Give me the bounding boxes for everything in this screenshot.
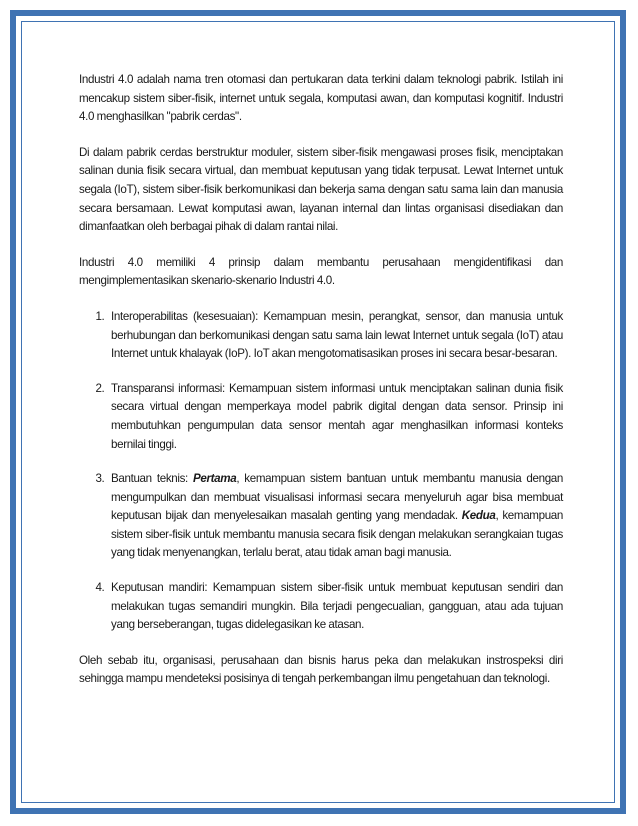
list-item-transparency — [107, 380, 563, 454]
document-body — [79, 71, 563, 706]
paragraph-smart-factory: Di dalam pabrik cerdas berstruktur moduler, sistem siber-fisik mengawasi proses fisik, menciptakan salinan dunia fisik secara virtual, dan membuat keputusan yang tidak terpusat. Lewat Internet untuk segala (IoT), sistem siber-fisik berkomunikasi dan bekerja sama dengan satu sama lain dan manusia secara bersamaan. Lewat komputasi awan, layanan internal dan lintas organisasi disediakan dan dimanfaatkan oleh berbagai pihak di dalam rantai nilai. — [79, 145, 563, 234]
list-item-text-e: , kemampuan sistem siber-fisik untuk membantu manusia secara fisik dengan melakukan serangkaian tugas yang tidak menyenangkan, terlalu berat, atau tidak aman bagi manusia. — [111, 509, 563, 560]
principles-list — [79, 308, 563, 635]
list-item-text-c: , kemampuan sistem bantuan untuk membantu manusia dengan mengumpulkan dan membuat visualisasi informasi secara menyeluruh agar bisa membuat keputusan bijak dan menyelesaikan masalah genting yang mendadak. — [111, 472, 563, 523]
paragraph-conclusion: Oleh sebab itu, organisasi, perusahaan dan bisnis harus peka dan melakukan instrospeksi diri sehingga mampu mendeteksi posisinya di tengah perkembangan ilmu pengetahuan dan teknologi. — [79, 653, 563, 686]
paragraph-principles-intro: Industri 4.0 memiliki 4 prinsip dalam membantu perusahaan mengidentifikasi dan mengimplementasikan skenario-skenario Industri 4.0. — [79, 255, 563, 288]
list-item-interoperability — [107, 308, 563, 364]
list-item-text: Transparansi informasi: Kemampuan sistem informasi untuk menciptakan salinan dunia fisik secara virtual dengan memperkaya model pabrik digital dengan data sensor. Prinsip ini membutuhkan pengumpulan data sensor mentah agar menghasilkan informasi konteks bernilai tinggi. — [111, 381, 563, 451]
emphasis-kedua: Kedua — [461, 509, 496, 523]
list-item-text: Keputusan mandiri: Kemampuan sistem siber-fisik untuk membuat keputusan sendiri dan melakukan tugas semandiri mungkin. Bila terjadi pengecualian, gangguan, atau ada tujuan yang berseberangan, tugas didelegasikan ke atasan. — [111, 581, 563, 632]
list-item-text: Interoperabilitas (kesesuaian): Kemampuan mesin, perangkat, sensor, dan manusia untuk berhubungan dan berkomunikasi dengan satu sama lain lewat Internet untuk segala (IoT) atau Internet untuk khalayak (IoP). IoT akan mengotomatisasikan proses ini secara besar-besaran. — [111, 309, 563, 361]
list-item-technical-assistance — [107, 470, 563, 563]
list-item-text-a: Bantuan teknis: — [111, 472, 194, 486]
list-item-autonomous-decision — [107, 579, 563, 635]
emphasis-pertama: Pertama — [193, 472, 237, 486]
paragraph-intro: Industri 4.0 adalah nama tren otomasi dan pertukaran data terkini dalam teknologi pabrik. Istilah ini mencakup sistem siber-fisik, internet untuk segala, komputasi awan, dan komputasi kognitif. Industri 4.0 menghasilkan "pabrik cerdas". — [79, 73, 563, 124]
